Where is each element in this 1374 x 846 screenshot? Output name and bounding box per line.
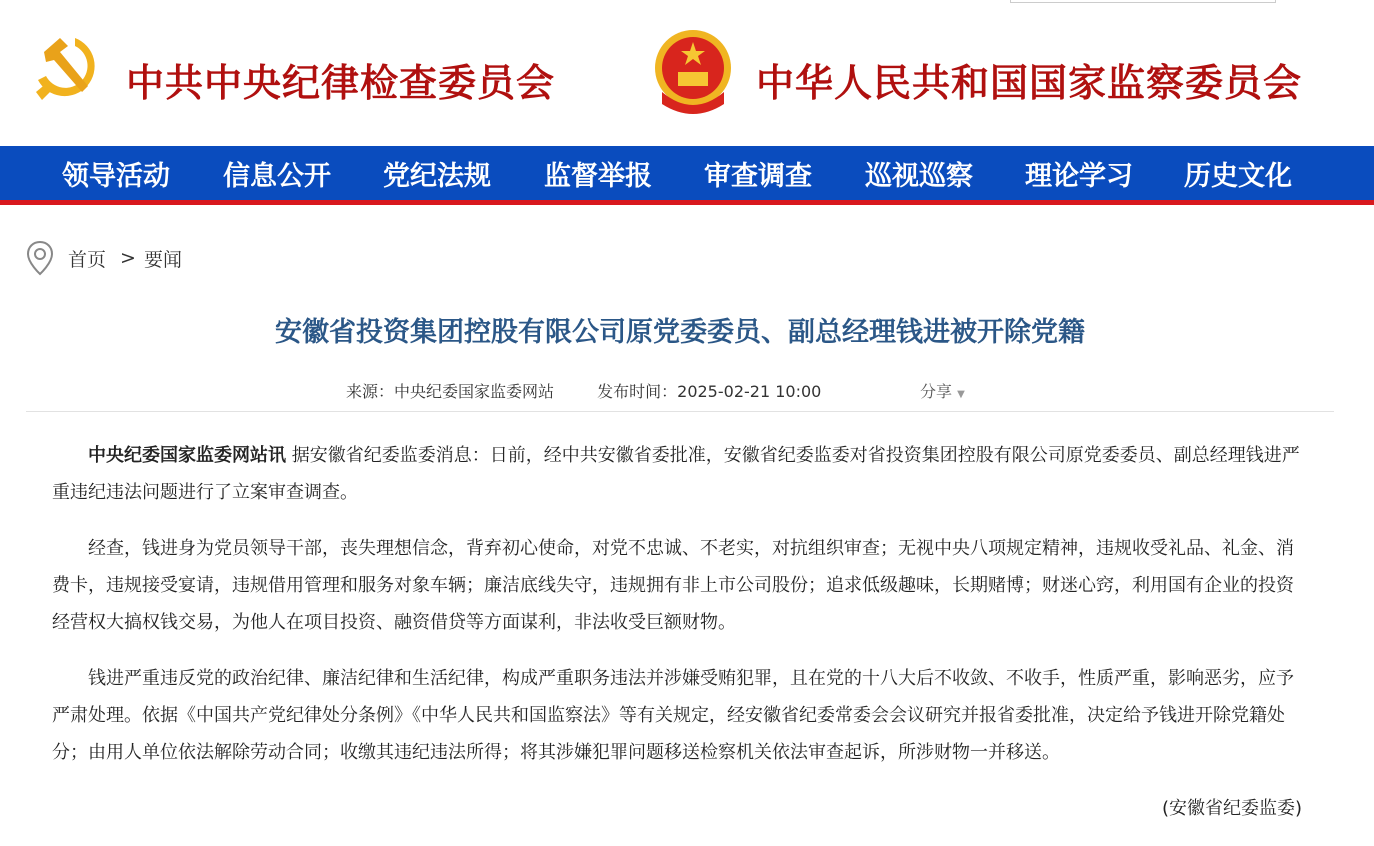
nav-item[interactable]: 理论学习: [1025, 161, 1133, 192]
breadcrumb: [26, 240, 182, 276]
publish-time: 2025-02-21 10:00: [677, 382, 822, 401]
paragraph: 钱进严重违反党的政治纪律、廉洁纪律和生活纪律，构成严重职务违法并涉嫌受贿犯罪，且在党的十八大后不收敛、不收手，性质严重，影响恶劣，应予严肃处理。依据《中国共产党纪律处分条例》《中华人民共和国监察法》等有关规定，经安徽省纪委常委会会议研究并报省委批准，决定给予钱进开除党籍处分；由用人单位依法解除劳动合同；收缴其违纪违法所得；将其涉嫌犯罪问题移送检察机关依法审查起诉，所涉财物一并移送。: [52, 668, 1294, 763]
location-pin-icon: [26, 240, 54, 276]
share-button[interactable]: [920, 379, 965, 402]
nav-item[interactable]: 历史文化: [1184, 161, 1292, 192]
nav-item[interactable]: 监督举报: [544, 161, 652, 192]
nav-item[interactable]: 党纪法规: [383, 161, 491, 192]
lead-source: 中央纪委国家监委网站讯: [88, 445, 286, 466]
main-nav: [0, 146, 1374, 205]
article-meta: [346, 379, 821, 402]
paragraph: 经查，钱进身为党员领导干部，丧失理想信念，背弃初心使命，对党不忠诚、不老实，对抗组织审查；无视中央八项规定精神，违规收受礼品、礼金、消费卡，违规接受宴请，违规借用管理和服务对象车辆；廉洁底线失守，违规拥有非上市公司股份；追求低级趣味，长期赌博；财迷心窍，利用国有企业的投资经营权大搞权钱交易，为他人在项目投资、融资借贷等方面谋利，非法收受巨额财物。: [52, 538, 1294, 633]
site-header: [0, 0, 1374, 146]
nav-item[interactable]: 审查调查: [704, 161, 812, 192]
signature: (安徽省纪委监委): [1161, 798, 1302, 819]
time-label: 发布时间：: [597, 382, 678, 401]
source-label: 来源：: [346, 382, 395, 401]
breadcrumb-current[interactable]: 要闻: [143, 248, 182, 271]
nav-item[interactable]: 信息公开: [223, 161, 331, 192]
share-label: 分享: [920, 382, 953, 401]
national-emblem-icon: [652, 28, 734, 114]
breadcrumb-home[interactable]: 首页: [68, 248, 107, 271]
article-title: 安徽省投资集团控股有限公司原党委委员、副总经理钱进被开除党籍: [275, 317, 1085, 348]
nav-item[interactable]: 巡视巡察: [865, 161, 973, 192]
nsc-title: 中华人民共和国国家监察委员会: [756, 60, 1303, 105]
nav-item[interactable]: 领导活动: [62, 161, 170, 192]
cpc-commission-title: 中共中央纪律检查委员会: [126, 60, 556, 105]
article-body: [52, 437, 1308, 846]
caret-down-icon: ▼: [957, 389, 965, 400]
divider: [26, 411, 1334, 412]
paragraph: [52, 437, 1308, 511]
source: 中央纪委国家监委网站: [394, 382, 555, 401]
paragraph-text: 据安徽省纪委监委消息：日前，经中共安徽省委批准，安徽省纪委监委对省投资集团控股有限公司原党委委员、副总经理钱进严重违纪违法问题进行了立案审查调查。: [52, 445, 1300, 503]
party-emblem-icon: [30, 30, 105, 110]
breadcrumb-separator: >: [120, 247, 136, 269]
